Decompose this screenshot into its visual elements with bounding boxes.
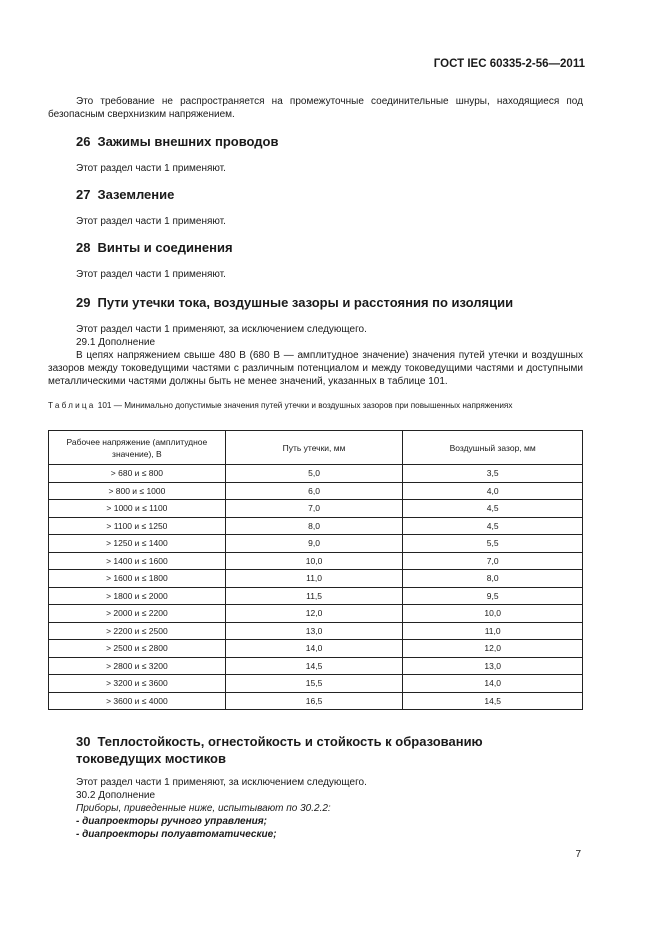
list-item: - диапроекторы ручного управления; xyxy=(76,816,267,827)
creepage-cell: 11,0 xyxy=(225,570,403,588)
voltage-cell: > 2200 и ≤ 2500 xyxy=(49,622,226,640)
table-row xyxy=(49,587,583,605)
section-28-heading xyxy=(76,240,233,255)
section-title: Винты и соединения xyxy=(97,240,233,255)
clearance-cell: 4,5 xyxy=(403,500,583,518)
section-30-2-text: Приборы, приведенные ниже, испытывают по 30.2.2: xyxy=(76,803,331,814)
voltage-cell: > 3200 и ≤ 3600 xyxy=(49,675,226,693)
voltage-cell: > 1100 и ≤ 1250 xyxy=(49,517,226,535)
header-clearance: Воздушный зазор, мм xyxy=(403,431,583,465)
table-row xyxy=(49,622,583,640)
table-row xyxy=(49,500,583,518)
clearance-cell: 5,5 xyxy=(403,535,583,553)
section-number: 30 xyxy=(76,734,91,749)
clearance-cell: 13,0 xyxy=(403,657,583,675)
clearance-cell: 11,0 xyxy=(403,622,583,640)
section-26-heading xyxy=(76,134,279,149)
voltage-cell: > 680 и ≤ 800 xyxy=(49,465,226,483)
table-caption-text: 101 — Минимально допустимые значения путей утечки и воздушных зазоров при повышенных напряжениях xyxy=(97,401,513,410)
creepage-cell: 5,0 xyxy=(225,465,403,483)
page-number: 7 xyxy=(575,849,581,860)
intro-paragraph: Это требование не распространяется на промежуточные соединительные шнуры, находящиеся под безопасным сверхнизким напряжением. xyxy=(48,96,583,120)
clearance-table xyxy=(48,430,583,710)
table-row xyxy=(49,657,583,675)
voltage-cell: > 2500 и ≤ 2800 xyxy=(49,640,226,658)
section-27-heading xyxy=(76,187,174,202)
table-row xyxy=(49,640,583,658)
section-29-heading xyxy=(76,295,513,310)
section-30-body: Этот раздел части 1 применяют, за исключением следующего. xyxy=(76,777,367,788)
section-29-1-label: 29.1 Дополнение xyxy=(76,337,156,348)
voltage-cell: > 1600 и ≤ 1800 xyxy=(49,570,226,588)
table-row xyxy=(49,552,583,570)
table-row xyxy=(49,605,583,623)
table-row xyxy=(49,570,583,588)
section-29-body: Этот раздел части 1 применяют, за исключением следующего. xyxy=(76,324,367,335)
table-row xyxy=(49,517,583,535)
header-voltage: Рабочее напряжение (амплитудное значение), В xyxy=(49,431,226,465)
section-number: 29 xyxy=(76,295,91,310)
creepage-cell: 14,0 xyxy=(225,640,403,658)
clearance-cell: 3,5 xyxy=(403,465,583,483)
creepage-cell: 7,0 xyxy=(225,500,403,518)
table-header-row xyxy=(49,431,583,465)
list-item: - диапроекторы полуавтоматические; xyxy=(76,829,277,840)
section-26-body: Этот раздел части 1 применяют. xyxy=(76,163,226,174)
table-row xyxy=(49,482,583,500)
clearance-cell: 4,5 xyxy=(403,517,583,535)
creepage-cell: 15,5 xyxy=(225,675,403,693)
voltage-cell: > 2000 и ≤ 2200 xyxy=(49,605,226,623)
clearance-cell: 14,0 xyxy=(403,675,583,693)
section-30-2-label: 30.2 Дополнение xyxy=(76,790,156,801)
creepage-cell: 16,5 xyxy=(225,692,403,710)
section-number: 27 xyxy=(76,187,91,202)
creepage-cell: 14,5 xyxy=(225,657,403,675)
clearance-cell: 8,0 xyxy=(403,570,583,588)
voltage-cell: > 800 и ≤ 1000 xyxy=(49,482,226,500)
table-caption xyxy=(48,400,583,411)
clearance-cell: 10,0 xyxy=(403,605,583,623)
section-27-body: Этот раздел части 1 применяют. xyxy=(76,216,226,227)
section-title: Зажимы внешних проводов xyxy=(97,134,279,149)
creepage-cell: 13,0 xyxy=(225,622,403,640)
voltage-cell: > 2800 и ≤ 3200 xyxy=(49,657,226,675)
table-row xyxy=(49,535,583,553)
creepage-cell: 6,0 xyxy=(225,482,403,500)
table-row xyxy=(49,692,583,710)
section-number: 28 xyxy=(76,240,91,255)
section-title-line1: Теплостойкость, огнестойкость и стойкость к образованию xyxy=(97,734,483,749)
header-creepage: Путь утечки, мм xyxy=(225,431,403,465)
section-28-body: Этот раздел части 1 применяют. xyxy=(76,269,226,280)
section-30-heading xyxy=(76,733,483,767)
creepage-cell: 10,0 xyxy=(225,552,403,570)
section-title-line2: токоведущих мостиков xyxy=(76,751,226,766)
section-number: 26 xyxy=(76,134,91,149)
table-row xyxy=(49,675,583,693)
voltage-cell: > 1800 и ≤ 2000 xyxy=(49,587,226,605)
voltage-cell: > 1250 и ≤ 1400 xyxy=(49,535,226,553)
table-caption-label: Таблица xyxy=(48,401,96,410)
voltage-cell: > 3600 и ≤ 4000 xyxy=(49,692,226,710)
clearance-cell: 9,5 xyxy=(403,587,583,605)
document-code: ГОСТ IEC 60335-2-56—2011 xyxy=(433,58,585,70)
section-title: Пути утечки тока, воздушные зазоры и расстояния по изоляции xyxy=(97,295,514,310)
creepage-cell: 8,0 xyxy=(225,517,403,535)
creepage-cell: 12,0 xyxy=(225,605,403,623)
clearance-cell: 12,0 xyxy=(403,640,583,658)
voltage-cell: > 1000 и ≤ 1100 xyxy=(49,500,226,518)
table-row xyxy=(49,465,583,483)
clearance-cell: 14,5 xyxy=(403,692,583,710)
voltage-cell: > 1400 и ≤ 1600 xyxy=(49,552,226,570)
clearance-cell: 7,0 xyxy=(403,552,583,570)
creepage-cell: 11,5 xyxy=(225,587,403,605)
section-29-1-text: В цепях напряжением свыше 480 В (680 В — амплитудное значение) значения путей утечки и воздушных зазоров между токоведущими частями с различным потенциалом и между токоведущими частями и доступными металлическими частями должны быть не менее значений, указанных в таблице 101. xyxy=(48,350,583,387)
clearance-cell: 4,0 xyxy=(403,482,583,500)
section-title: Заземление xyxy=(97,187,175,202)
creepage-cell: 9,0 xyxy=(225,535,403,553)
